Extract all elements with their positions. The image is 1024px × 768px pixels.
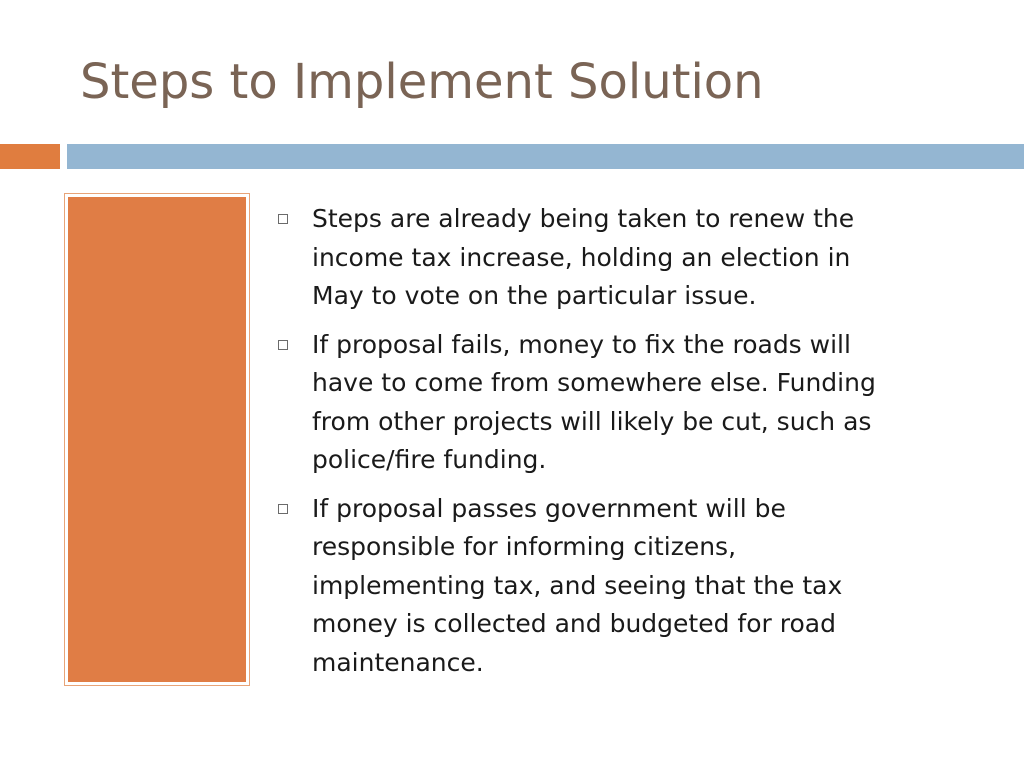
bullet-item-2	[275, 326, 975, 480]
bullet-text: Steps are already being taken to renew the income tax increase, holding an election in May to vote on the particular issue.	[312, 204, 855, 310]
bullet-list	[275, 200, 975, 692]
square-bullet-icon	[278, 214, 288, 224]
decorative-side-panel	[64, 193, 250, 686]
bullet-text: If proposal passes government will be responsible for informing citizens, implementing tax, and seeing that the tax money is collected and budgeted for road maintenance.	[312, 493, 843, 677]
square-bullet-icon	[278, 340, 288, 350]
slide-title: Steps to Implement Solution	[80, 54, 764, 110]
square-bullet-icon	[278, 504, 288, 514]
bullet-item-1	[275, 200, 975, 316]
accent-bar-orange	[0, 144, 60, 169]
side-panel-fill	[68, 197, 246, 682]
accent-bar-blue	[67, 144, 1024, 169]
bullet-item-3	[275, 490, 975, 683]
bullet-text: If proposal fails, money to fix the roads will have to come from somewhere else. Funding from other projects will likely be cut, such as police/fire funding.	[312, 329, 876, 474]
